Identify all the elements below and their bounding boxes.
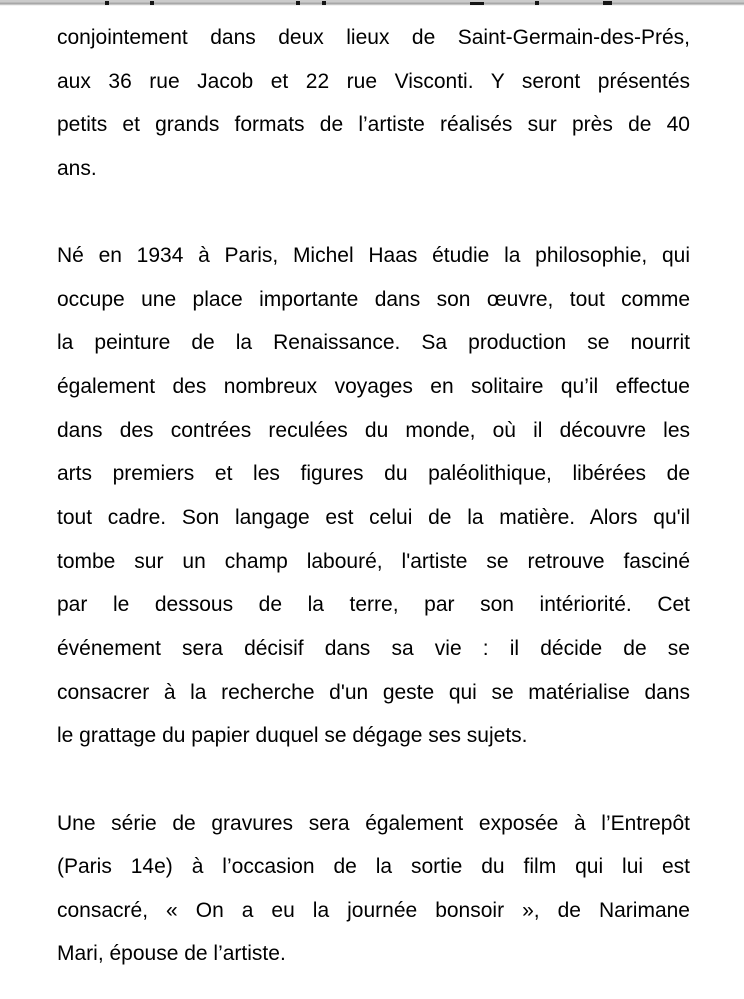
glyph-fragment [105, 1, 109, 5]
text-line: dans des contrées reculées du monde, où il découvre les [57, 418, 690, 442]
text-line: Une série de gravures sera également exposée à l’Entrepôt [57, 811, 690, 835]
text-line: le grattage du papier duquel se dégage ses sujets. [57, 724, 528, 748]
text-line: consacré, « On a eu la journée bonsoir », de Narimane [57, 898, 690, 922]
paragraph-gravures [57, 802, 690, 977]
text-line: événement sera décisif dans sa vie : il décide de se [57, 636, 690, 660]
text-line: conjointement dans deux lieux de Saint-Germain-des-Prés, [57, 26, 690, 49]
text-line: consacrer à la recherche d'un geste qui se matérialise dans [57, 680, 690, 704]
glyph-fragment [470, 2, 484, 5]
text-line: occupe une place importante dans son œuvre, tout comme [57, 287, 690, 311]
glyph-fragment [322, 1, 326, 5]
article-body [57, 16, 690, 976]
text-line: tout cadre. Son langage est celui de la matière. Alors qu'il [57, 506, 690, 530]
glyph-fragment [535, 1, 539, 5]
clipped-line-fragment-strip [0, 0, 744, 6]
text-line: petits et grands formats de l’artiste réalisés sur près de 40 [57, 113, 690, 137]
glyph-fragment [603, 1, 612, 5]
text-line: la peinture de la Renaissance. Sa production se nourrit [57, 331, 690, 355]
text-line: Mari, épouse de l’artiste. [57, 942, 286, 966]
text-line: (Paris 14e) à l’occasion de la sortie du film qui lui est [57, 855, 690, 879]
paragraph-biography [57, 234, 690, 758]
glyph-fragment [296, 1, 300, 5]
glyph-fragment [150, 1, 154, 5]
text-line: arts premiers et les figures du paléolithique, libérées de [57, 462, 690, 486]
text-line: aux 36 rue Jacob et 22 rue Visconti. Y seront présentés [57, 69, 690, 93]
text-line: Né en 1934 à Paris, Michel Haas étudie la philosophie, qui [57, 244, 690, 268]
text-line: également des nombreux voyages en solitaire qu’il effectue [57, 375, 690, 399]
text-line: tombe sur un champ labouré, l'artiste se retrouve fasciné [57, 549, 690, 573]
text-line: ans. [57, 156, 97, 180]
paragraph-exhibition [57, 16, 690, 191]
text-line: par le dessous de la terre, par son intériorité. Cet [57, 593, 690, 617]
